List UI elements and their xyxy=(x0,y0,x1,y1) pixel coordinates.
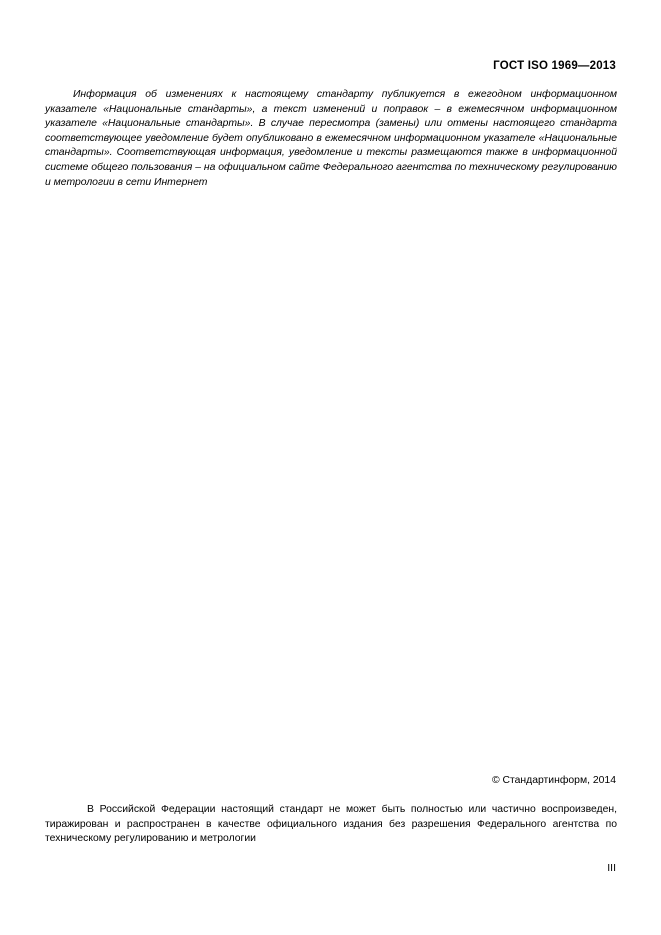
reproduction-notice-paragraph: В Российской Федерации настоящий стандарт не может быть полностью или частично воспроизведен, тиражирован и распространен в качестве официального издания без разрешения Федерального агентства по техническому регулированию и метрологии xyxy=(45,804,617,845)
page-header-standard-number: ГОСТ ISO 1969—2013 xyxy=(493,60,616,72)
copyright-notice: © Стандартинформ, 2014 xyxy=(491,775,616,786)
intro-paragraph: Информация об изменениях к настоящему стандарту публикуется в ежегодном информационном указателе «Национальные стандарты», а текст изменений и поправок – в ежемесячном информационном указателе «Национальные стандарты». В случае пересмотра (замены) или отмены настоящего стандарта соответствующее уведомление будет опубликовано в ежемесячном информационном указателе «Национальные стандарты». Соответствующая информация, уведомление и тексты размещаются также в информационной системе общего пользования – на официальном сайте Федерального агентства по техническому регулированию и метрологии в сети Интернет xyxy=(45,89,617,188)
page-number: III xyxy=(607,862,616,874)
